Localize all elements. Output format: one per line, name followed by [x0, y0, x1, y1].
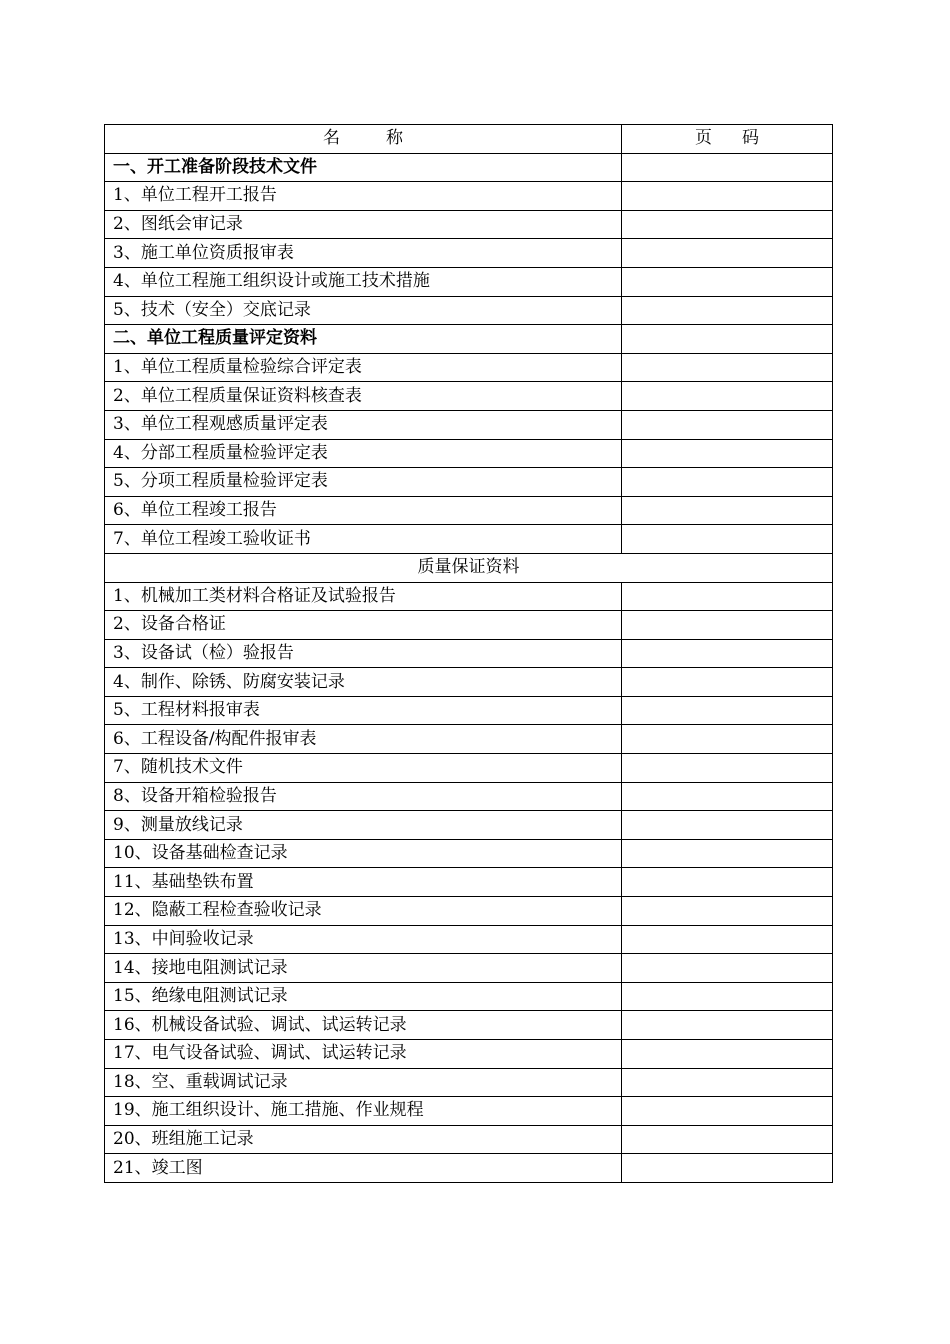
page-number-cell: [622, 496, 833, 525]
page-number-cell: [622, 1097, 833, 1126]
table-row: [105, 582, 833, 611]
table-row: [105, 982, 833, 1011]
table-row: [105, 239, 833, 268]
item-name: 15、绝缘电阻测试记录: [105, 982, 622, 1011]
table-row: [105, 296, 833, 325]
item-name: 14、接地电阻测试记录: [105, 954, 622, 983]
contents-body: [105, 153, 833, 1182]
name-header-char-2: 称: [386, 128, 403, 149]
section-heading-row: [105, 325, 833, 354]
table-row: [105, 182, 833, 211]
table-row: [105, 382, 833, 411]
page-number-cell: [622, 696, 833, 725]
page-number-cell: [622, 868, 833, 897]
page-number-cell: [622, 267, 833, 296]
table-row: [105, 668, 833, 697]
page-number-cell: [622, 1040, 833, 1069]
item-name: 2、单位工程质量保证资料核查表: [105, 382, 622, 411]
table-row: [105, 1154, 833, 1183]
table-row: [105, 925, 833, 954]
page-header-char-1: 页: [695, 128, 712, 149]
item-name: 16、机械设备试验、调试、试运转记录: [105, 1011, 622, 1040]
item-name: 5、技术（安全）交底记录: [105, 296, 622, 325]
table-row: [105, 267, 833, 296]
page-number-cell: [622, 182, 833, 211]
item-name: 17、电气设备试验、调试、试运转记录: [105, 1040, 622, 1069]
page-number-cell: [622, 353, 833, 382]
page-number-cell: [622, 439, 833, 468]
table-row: [105, 839, 833, 868]
table-row: [105, 410, 833, 439]
item-name: 6、单位工程竣工报告: [105, 496, 622, 525]
table-row: [105, 468, 833, 497]
table-row: [105, 611, 833, 640]
page-number-cell: [622, 210, 833, 239]
section-heading: 一、开工准备阶段技术文件: [105, 153, 622, 182]
item-name: 3、施工单位资质报审表: [105, 239, 622, 268]
table-row: [105, 897, 833, 926]
item-name: 7、单位工程竣工验收证书: [105, 525, 622, 554]
table-row: [105, 1097, 833, 1126]
page-header-char-2: 码: [742, 128, 759, 149]
item-name: 6、工程设备/构配件报审表: [105, 725, 622, 754]
name-header-char-1: 名: [323, 128, 340, 149]
table-row: [105, 754, 833, 783]
item-name: 13、中间验收记录: [105, 925, 622, 954]
page-number-cell: [622, 325, 833, 354]
table-row: [105, 696, 833, 725]
page-number-cell: [622, 668, 833, 697]
table-row: [105, 1040, 833, 1069]
item-name: 10、设备基础检查记录: [105, 839, 622, 868]
item-name: 3、单位工程观感质量评定表: [105, 410, 622, 439]
page-number-cell: [622, 1154, 833, 1183]
contents-table: [104, 124, 833, 1183]
item-name: 2、设备合格证: [105, 611, 622, 640]
item-name: 7、随机技术文件: [105, 754, 622, 783]
header-row: [105, 125, 833, 154]
table-row: [105, 811, 833, 840]
page-number-cell: [622, 582, 833, 611]
table-row: [105, 439, 833, 468]
section-title-row: [105, 553, 833, 582]
page-column-header: [622, 125, 833, 154]
page-number-cell: [622, 611, 833, 640]
page-number-cell: [622, 782, 833, 811]
page-number-cell: [622, 525, 833, 554]
table-row: [105, 210, 833, 239]
page-number-cell: [622, 1125, 833, 1154]
item-name: 18、空、重载调试记录: [105, 1068, 622, 1097]
page-number-cell: [622, 468, 833, 497]
name-column-header: [105, 125, 622, 154]
page-number-cell: [622, 296, 833, 325]
item-name: 4、单位工程施工组织设计或施工技术措施: [105, 267, 622, 296]
page-number-cell: [622, 839, 833, 868]
table-row: [105, 353, 833, 382]
page-number-cell: [622, 639, 833, 668]
table-row: [105, 525, 833, 554]
item-name: 19、施工组织设计、施工措施、作业规程: [105, 1097, 622, 1126]
section-heading: 二、单位工程质量评定资料: [105, 325, 622, 354]
table-row: [105, 1011, 833, 1040]
page-number-cell: [622, 153, 833, 182]
page-number-cell: [622, 725, 833, 754]
table-row: [105, 496, 833, 525]
page-number-cell: [622, 754, 833, 783]
item-name: 20、班组施工记录: [105, 1125, 622, 1154]
item-name: 2、图纸会审记录: [105, 210, 622, 239]
section-title: 质量保证资料: [105, 553, 833, 582]
page-number-cell: [622, 982, 833, 1011]
item-name: 4、分部工程质量检验评定表: [105, 439, 622, 468]
table-row: [105, 868, 833, 897]
table-row: [105, 1068, 833, 1097]
item-name: 4、制作、除锈、防腐安装记录: [105, 668, 622, 697]
table-row: [105, 1125, 833, 1154]
item-name: 1、单位工程开工报告: [105, 182, 622, 211]
page-number-cell: [622, 897, 833, 926]
page-number-cell: [622, 954, 833, 983]
table-row: [105, 782, 833, 811]
item-name: 1、单位工程质量检验综合评定表: [105, 353, 622, 382]
item-name: 11、基础垫铁布置: [105, 868, 622, 897]
item-name: 1、机械加工类材料合格证及试验报告: [105, 582, 622, 611]
page-number-cell: [622, 239, 833, 268]
page-number-cell: [622, 382, 833, 411]
item-name: 5、分项工程质量检验评定表: [105, 468, 622, 497]
item-name: 5、工程材料报审表: [105, 696, 622, 725]
table-row: [105, 954, 833, 983]
item-name: 21、竣工图: [105, 1154, 622, 1183]
page-number-cell: [622, 1011, 833, 1040]
page-number-cell: [622, 1068, 833, 1097]
page-number-cell: [622, 811, 833, 840]
page-number-cell: [622, 925, 833, 954]
section-heading-row: [105, 153, 833, 182]
item-name: 3、设备试（检）验报告: [105, 639, 622, 668]
table-row: [105, 639, 833, 668]
page-number-cell: [622, 410, 833, 439]
item-name: 8、设备开箱检验报告: [105, 782, 622, 811]
item-name: 12、隐蔽工程检查验收记录: [105, 897, 622, 926]
item-name: 9、测量放线记录: [105, 811, 622, 840]
table-row: [105, 725, 833, 754]
